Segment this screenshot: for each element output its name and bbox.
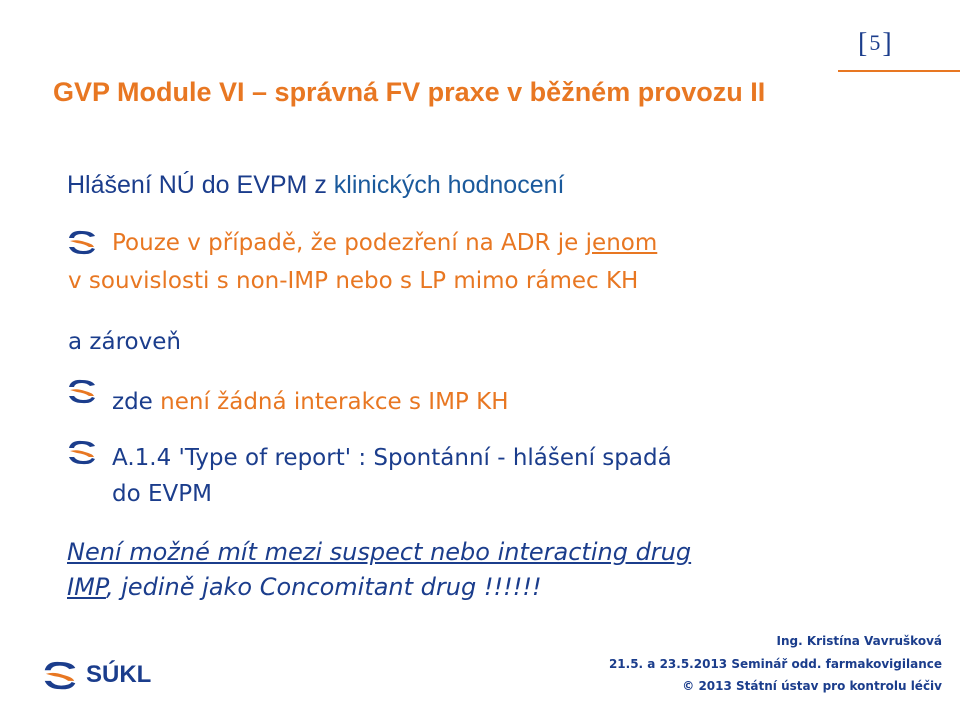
sukl-bullet-icon: [65, 377, 99, 405]
conclusion-line2: IMP, jedině jako Concomitant drug !!!!!!: [67, 573, 542, 601]
conclusion-line1: Není možné mít mezi suspect nebo interacting drug: [67, 538, 692, 566]
sukl-logo-icon: [40, 658, 80, 692]
bullet1-line1: Pouze v případě, že podezření na ADR je jenom: [112, 230, 658, 256]
sukl-logo: [40, 656, 160, 694]
footer-copyright: © 2013 Státní ústav pro kontrolu léčiv: [682, 679, 942, 693]
connector-text: a zároveň: [68, 329, 181, 355]
slide-title: GVP Module VI – správná FV praxe v běžném provozu II: [53, 77, 766, 107]
bullet1-line2: v souvislosti s non-IMP nebo s LP mimo rámec KH: [68, 268, 639, 294]
header-rule: [838, 70, 960, 72]
sukl-bullet-icon: [65, 438, 99, 466]
bullet3-line2: do EVPM: [112, 481, 212, 507]
sukl-bullet-icon: [65, 228, 99, 256]
footer-event: 21.5. a 23.5.2013 Seminář odd. farmakovigilance: [608, 657, 942, 671]
sukl-logo-text: SÚKL: [86, 661, 152, 688]
bullet3-line1: A.1.4 'Type of report' : Spontánní - hlášení spadá: [112, 445, 672, 471]
bullet2-text: zde není žádná interakce s IMP KH: [112, 389, 509, 415]
intro-heading: Hlášení NÚ do EVPM z klinických hodnocení: [67, 171, 565, 199]
footer-author: Ing. Kristína Vavrušková: [776, 634, 942, 648]
page-number: [5]: [858, 28, 892, 59]
